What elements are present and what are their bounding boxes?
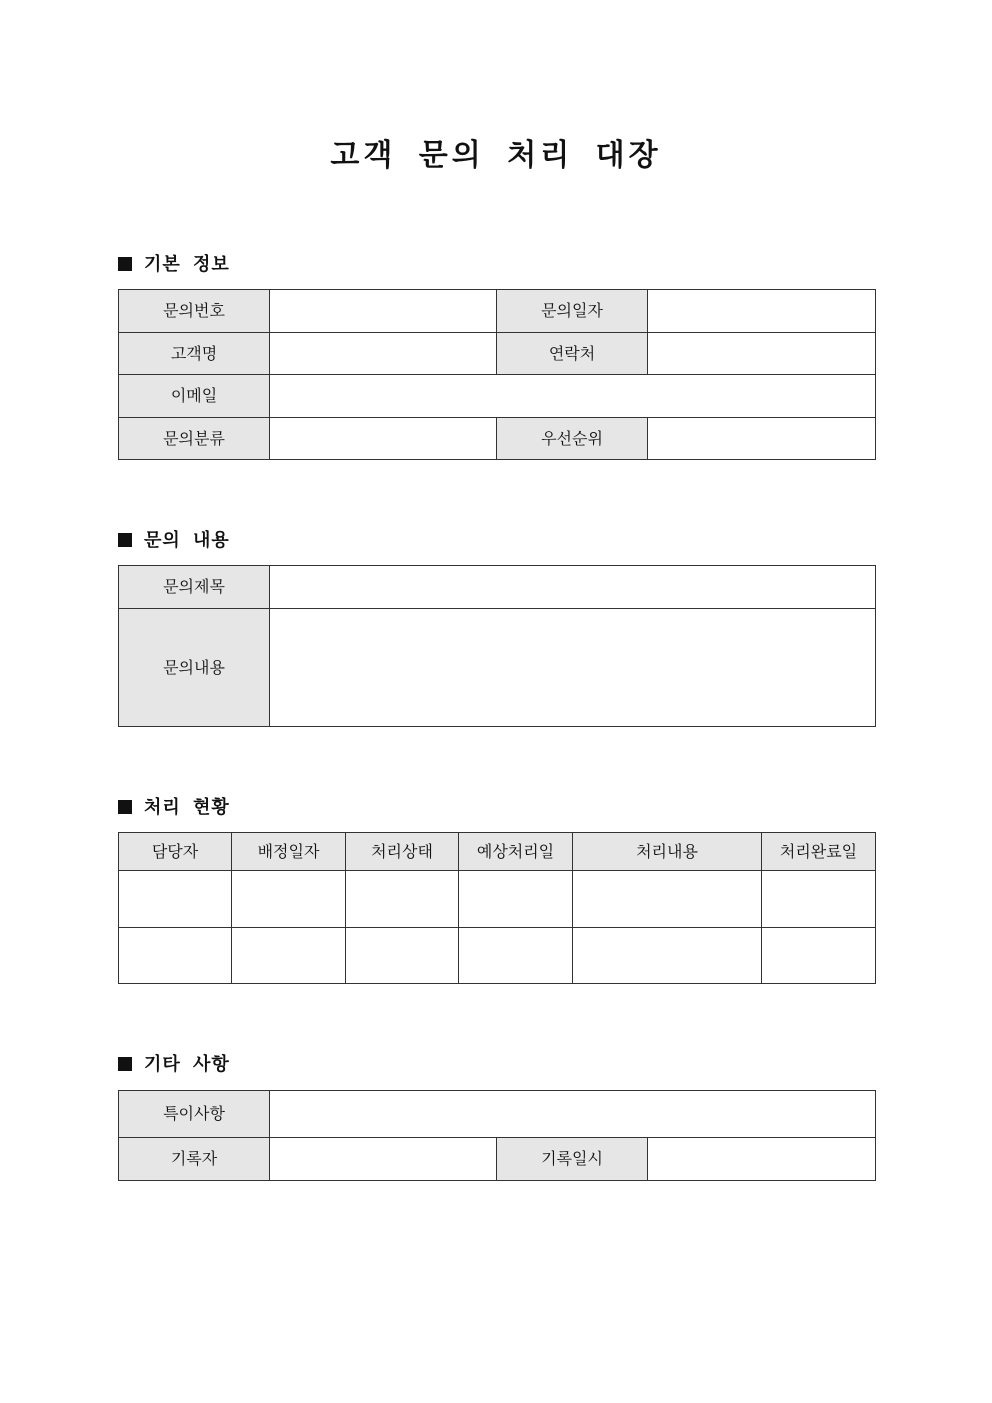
subject-label: 문의제목 — [119, 566, 270, 609]
subject-field[interactable] — [270, 566, 876, 609]
column-header-expected-date: 예상처리일 — [459, 833, 573, 871]
basic-info-table — [118, 289, 876, 460]
status-cell[interactable] — [346, 871, 459, 928]
priority-field[interactable] — [648, 418, 876, 460]
column-header-completed-date: 처리완료일 — [762, 833, 876, 871]
column-header-status: 처리상태 — [346, 833, 459, 871]
contact-field[interactable] — [648, 333, 876, 375]
square-bullet-icon — [118, 1057, 132, 1071]
status-cell[interactable] — [346, 928, 459, 984]
column-header-details: 처리내용 — [573, 833, 762, 871]
processing-status-table — [118, 832, 876, 984]
inquiry-number-field[interactable] — [270, 290, 497, 333]
page-title: 고객 문의 처리 대장 — [330, 138, 662, 173]
details-cell[interactable] — [573, 928, 762, 984]
inquiry-content-table — [118, 565, 876, 727]
inquiry-date-field[interactable] — [648, 290, 876, 333]
section-heading-inquiry-content — [118, 529, 230, 553]
recorder-label: 기록자 — [119, 1138, 270, 1181]
details-cell[interactable] — [573, 871, 762, 928]
recorder-field[interactable] — [270, 1138, 497, 1181]
assigned-date-cell[interactable] — [232, 871, 346, 928]
contact-label: 연락처 — [497, 333, 648, 375]
inquiry-number-label: 문의번호 — [119, 290, 270, 333]
column-header-assignee: 담당자 — [119, 833, 232, 871]
section-heading-processing-status — [118, 796, 230, 820]
completed-date-cell[interactable] — [762, 871, 876, 928]
assignee-cell[interactable] — [119, 871, 232, 928]
assigned-date-cell[interactable] — [232, 928, 346, 984]
category-field[interactable] — [270, 418, 497, 460]
customer-name-field[interactable] — [270, 333, 497, 375]
customer-name-label: 고객명 — [119, 333, 270, 375]
assignee-cell[interactable] — [119, 928, 232, 984]
section-heading-label: 처리 현황 — [144, 797, 230, 818]
column-header-assigned-date: 배정일자 — [232, 833, 346, 871]
other-info-table — [118, 1090, 876, 1181]
square-bullet-icon — [118, 800, 132, 814]
completed-date-cell[interactable] — [762, 928, 876, 984]
expected-date-cell[interactable] — [459, 871, 573, 928]
section-heading-basic-info — [118, 253, 230, 277]
record-datetime-label: 기록일시 — [497, 1138, 648, 1181]
email-label: 이메일 — [119, 375, 270, 418]
square-bullet-icon — [118, 257, 132, 271]
email-field[interactable] — [270, 375, 876, 418]
square-bullet-icon — [118, 533, 132, 547]
priority-label: 우선순위 — [497, 418, 648, 460]
table-row — [119, 928, 876, 984]
table-row — [119, 871, 876, 928]
category-label: 문의분류 — [119, 418, 270, 460]
body-field[interactable] — [270, 609, 876, 727]
inquiry-date-label: 문의일자 — [497, 290, 648, 333]
remarks-label: 특이사항 — [119, 1091, 270, 1138]
body-label: 문의내용 — [119, 609, 270, 727]
section-heading-other — [118, 1053, 230, 1077]
section-heading-label: 문의 내용 — [144, 530, 230, 551]
section-heading-label: 기본 정보 — [144, 254, 230, 275]
expected-date-cell[interactable] — [459, 928, 573, 984]
remarks-field[interactable] — [270, 1091, 876, 1138]
record-datetime-field[interactable] — [648, 1138, 876, 1181]
section-heading-label: 기타 사항 — [144, 1054, 230, 1075]
